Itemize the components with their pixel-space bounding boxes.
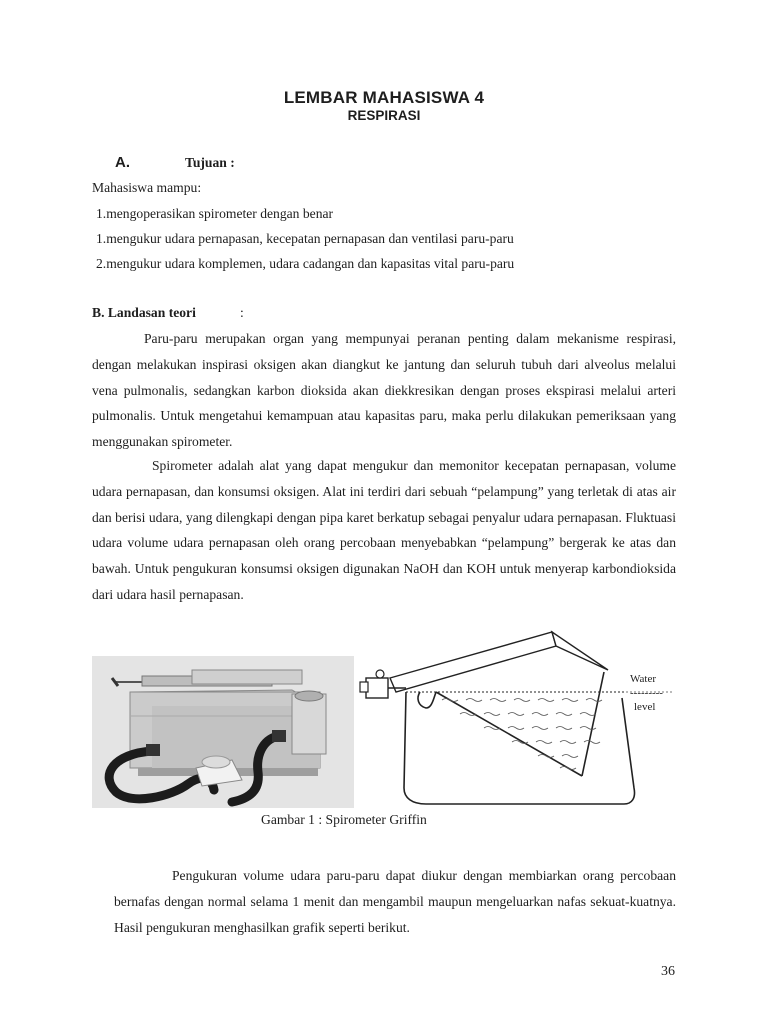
theory-paragraph-spirometer: Spirometer adalah alat yang dapat mengukur dan memonitor kecepatan pernapasan, volume udara pernapasan, dan konsumsi oksigen. Alat ini terdiri dari sebuah “pelampung” yang terletak di atas air dan berisi udara, yang dilengkapi dengan pipa karet berkatup sebagai penyalur udara pernapasan. Fluktuasi udara volume udara pernapasan oleh orang percobaan menyebabkan “pelampung” bergerak ke atas dan bawah. Untuk pengukuran konsumsi oksigen digunakan NaOH dan KOH untuk menyerap karbondioksida dari udara hasil pernapasan. xyxy=(92,458,676,602)
objective-item: 1.mengoperasikan spirometer dengan benar xyxy=(96,206,334,221)
section-b-colon: : xyxy=(240,305,244,320)
objective-item: 2.mengukur udara komplemen, udara cadangan dan kapasitas vital paru-paru xyxy=(96,256,515,271)
water-label-bottom: level xyxy=(634,701,656,713)
page-subtitle: RESPIRASI xyxy=(347,108,421,123)
page-number: 36 xyxy=(661,964,675,979)
measurement-paragraph: Pengukuran volume udara paru-paru dapat diukur dengan membiarkan orang percobaan bernafas dengan normal selama 1 menit dan mengambil maupun mengeluarkan nafas sekuat-kuatnya. Hasil pengukuran menghasilkan grafik seperti berikut. xyxy=(114,868,676,935)
theory-paragraph-lungs: Paru-paru merupakan organ yang mempunyai peranan penting dalam mekanisme respirasi, dengan melakukan inspirasi oksigen akan diangkut ke jantung dan seluruh tubuh dari alveolus melalui vena pulmonalis, sedangkan karbon dioksida akan diekkresikan dengan proses ekspirasi melalui arteri pulmonalis. Untuk mengetahui kemampuan atau kapasitas paru, maka perlu dilakukan pemeriksaan yang menggunakan spirometer. xyxy=(92,331,676,450)
objective-item: 1.mengukur udara pernapasan, kecepatan pernapasan dan ventilasi paru-paru xyxy=(96,231,514,246)
figure-caption: Gambar 1 : Spirometer Griffin xyxy=(261,812,427,827)
water-label-top: Water xyxy=(630,673,656,685)
section-b-heading: B. Landasan teori xyxy=(92,305,196,320)
water-label-dashes: --------- xyxy=(630,687,663,699)
page-title: LEMBAR MAHASISWA 4 xyxy=(283,88,485,107)
spirometer-photo xyxy=(92,656,354,808)
section-a-heading: Tujuan : xyxy=(185,155,235,170)
objectives-intro: Mahasiswa mampu: xyxy=(92,180,202,195)
spirometer-diagram xyxy=(356,628,676,808)
section-a-letter: A. xyxy=(115,154,130,171)
